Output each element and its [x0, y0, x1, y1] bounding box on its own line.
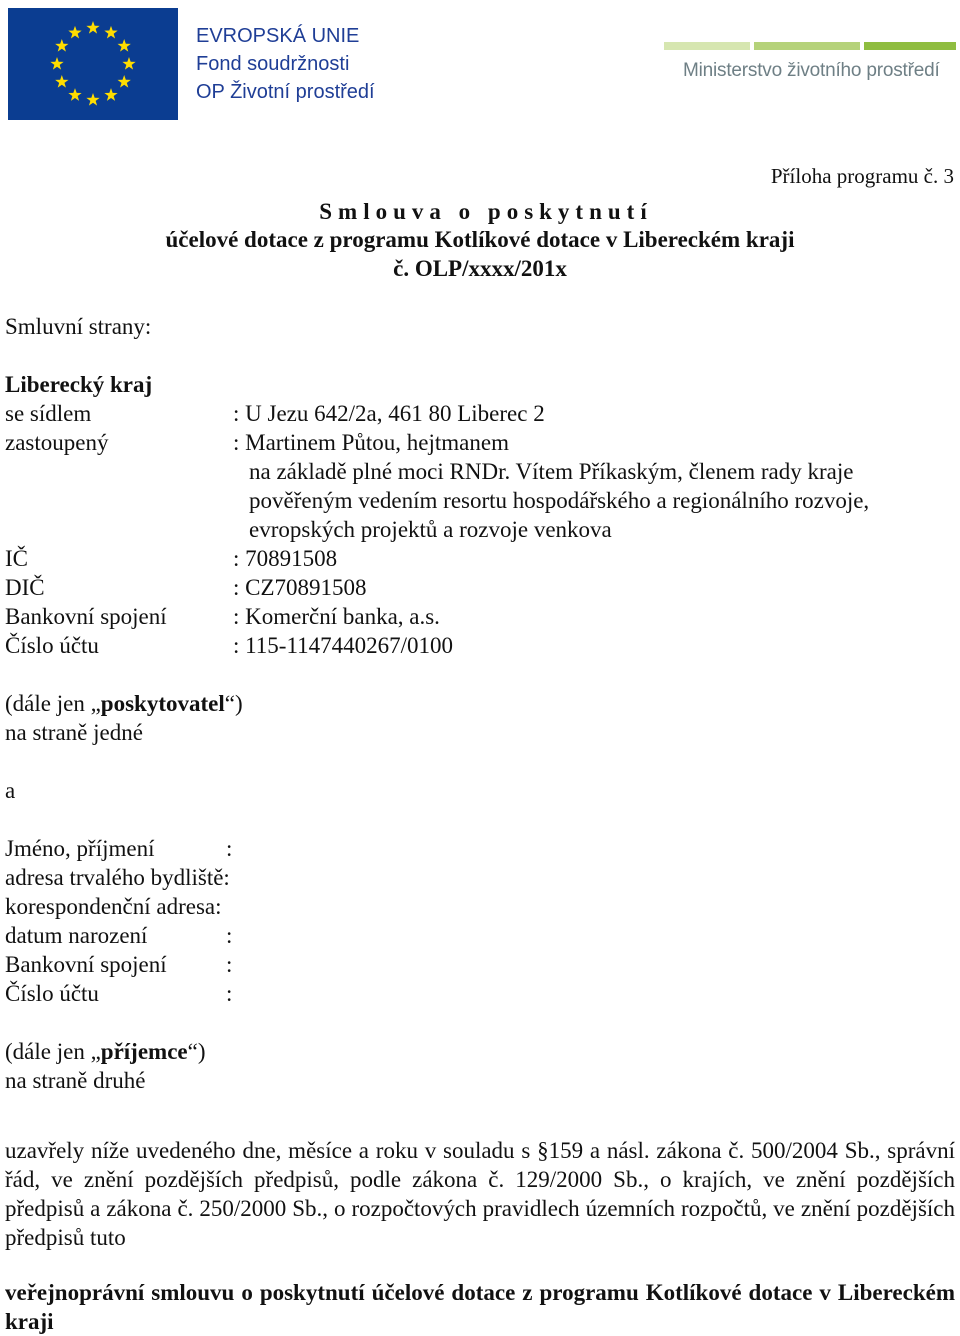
recipient-side: na straně druhé	[5, 1068, 146, 1093]
annex-label: Příloha programu č. 3	[770, 164, 954, 188]
delegation-line-2: pověřeným vedením resortu hospodářského a regionálního rozvoje,	[249, 488, 870, 513]
provider-represented-value: : Martinem Půtou, hejtmanem	[233, 430, 509, 455]
provider-dic-value: : CZ70891508	[233, 575, 367, 600]
eu-star-icon	[55, 39, 68, 52]
ministry-color-bar	[664, 42, 956, 50]
provider-seat-label: se sídlem	[5, 401, 92, 426]
eu-star-icon	[118, 75, 131, 88]
eu-star-icon	[68, 88, 81, 101]
alias-provider-term: poskytovatel	[100, 691, 225, 716]
contract-subtitle: účelové dotace z programu Kotlíkové dotace v Libereckém kraji	[165, 227, 795, 252]
recipient-account-label: Číslo účtu	[5, 981, 99, 1006]
eu-star-icon	[68, 26, 81, 39]
recipient-birthdate-colon: :	[226, 923, 233, 948]
alias-suffix: “)	[224, 691, 243, 716]
ministry-logo-text: Ministerstvo životního prostředí	[683, 60, 940, 81]
provider-dic-label: DIČ	[5, 575, 45, 600]
provider-seat-value: : U Jezu 642/2a, 461 80 Liberec 2	[233, 401, 545, 426]
eu-star-icon	[104, 88, 117, 101]
parties-label: Smluvní strany:	[5, 314, 152, 339]
eu-star-icon	[122, 57, 135, 70]
provider-account-value: : 115-1147440267/0100	[233, 633, 453, 658]
provider-side: na straně jedné	[5, 720, 143, 745]
alias-suffix: “)	[187, 1039, 206, 1064]
eu-logo-line-1: EVROPSKÁ UNIE	[196, 25, 360, 47]
eu-flag-icon	[8, 8, 178, 120]
contract-number: č. OLP/xxxx/201x	[393, 256, 567, 281]
provider-account-label: Číslo účtu	[5, 633, 99, 658]
alias-recipient-term: příjemce	[100, 1039, 188, 1064]
recipient-address-label: adresa trvalého bydliště:	[5, 865, 230, 890]
recipient-birthdate-label: datum narození	[5, 923, 148, 948]
eu-star-icon	[86, 21, 99, 34]
recipient-correspondence-label: korespondenční adresa:	[5, 894, 222, 919]
alias-prefix: (dále jen „	[5, 691, 101, 716]
eu-star-icon	[118, 39, 131, 52]
legal-basis-paragraph: uzavřely níže uvedeného dne, měsíce a roku v souladu s §159 a násl. zákona č. 500/2004 Sb., správní řád, ve znění pozdějších předpisů, podle zákona č. 129/2000 Sb., o krajích, ve znění pozdějších předpisů a zákona č. 250/2000 Sb., o rozpočtových pravidlech územních rozpočtů, ve znění pozdějších předpisů tuto	[5, 1138, 955, 1250]
recipient-bank-colon: :	[226, 952, 233, 977]
contract-title: Smlouva o poskytnutí	[319, 199, 653, 224]
eu-star-icon	[104, 26, 117, 39]
recipient-account-colon: :	[226, 981, 233, 1006]
provider-ic-value: : 70891508	[233, 546, 338, 571]
provider-bank-label: Bankovní spojení	[5, 604, 167, 629]
conjunction: a	[5, 778, 16, 803]
provider-represented-label: zastoupený	[5, 430, 109, 455]
provider-name: Liberecký kraj	[5, 372, 153, 397]
eu-star-icon	[86, 93, 99, 106]
eu-logo-line-3: OP Životní prostředí	[196, 81, 375, 103]
recipient-name-colon: :	[226, 836, 233, 861]
recipient-bank-label: Bankovní spojení	[5, 952, 167, 977]
delegation-line-1: na základě plné moci RNDr. Vítem Příkaským, členem rady kraje	[249, 459, 854, 484]
alias-prefix: (dále jen „	[5, 1039, 101, 1064]
recipient-alias	[5, 1037, 206, 1066]
eu-star-icon	[55, 75, 68, 88]
recipient-name-label: Jméno, příjmení	[5, 836, 155, 861]
delegation-line-3: evropských projektů a rozvoje venkova	[249, 517, 612, 542]
closing-paragraph: veřejnoprávní smlouvu o poskytnutí účelové dotace z programu Kotlíkové dotace v Libereckém kraji	[5, 1280, 955, 1334]
provider-ic-label: IČ	[5, 546, 28, 571]
eu-logo-line-2: Fond soudržnosti	[196, 53, 350, 75]
provider-bank-value: : Komerční banka, a.s.	[233, 604, 440, 629]
eu-star-icon	[50, 57, 63, 70]
provider-alias	[5, 689, 243, 718]
